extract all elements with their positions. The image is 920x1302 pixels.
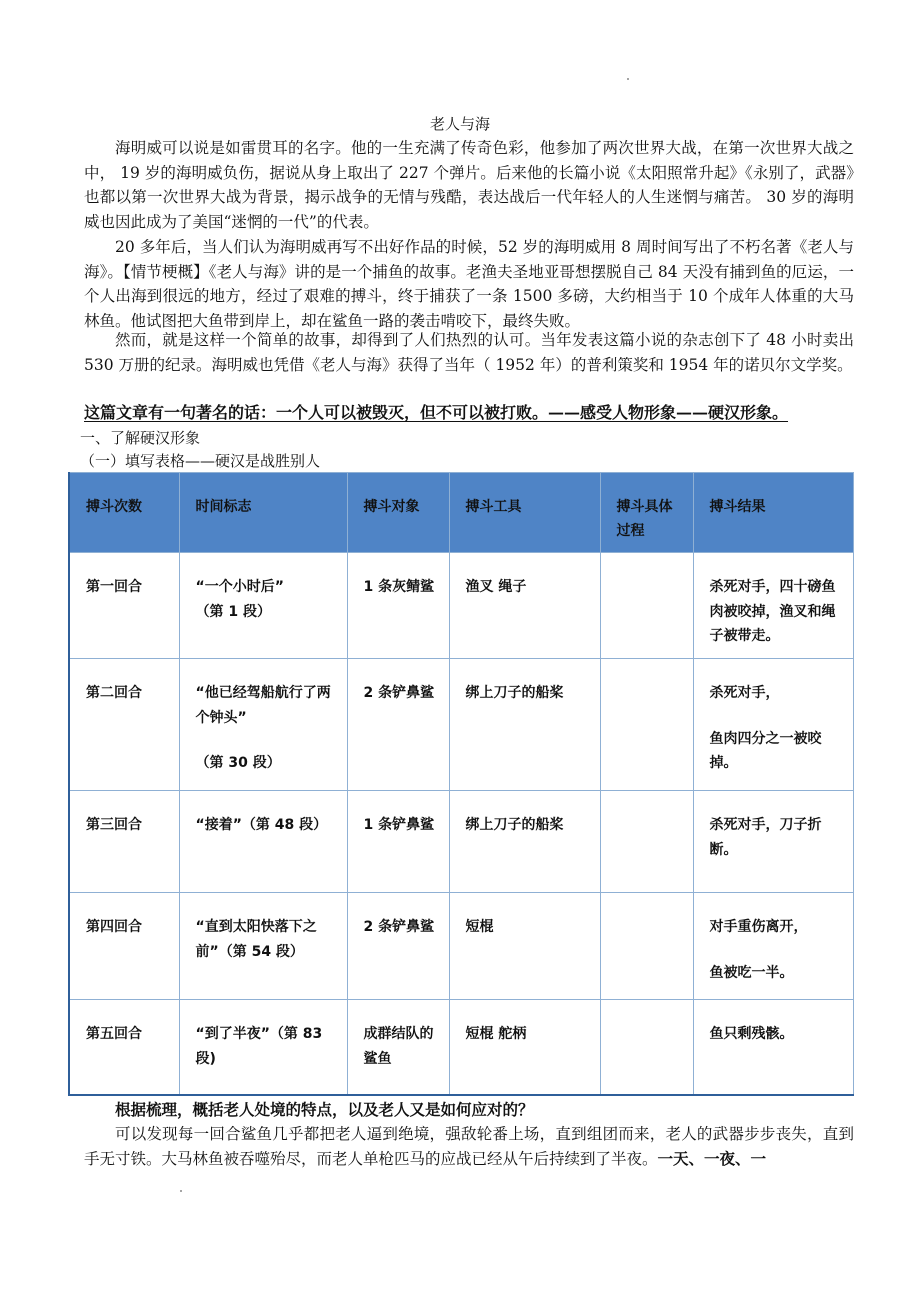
result-line: 鱼肉四分之一被咬掉。: [709, 730, 822, 771]
time-cell: [179, 553, 347, 659]
round-cell: 第五回合: [69, 1000, 179, 1095]
answer-text: 可以发现每一回合鲨鱼几乎都把老人逼到绝境，强敌轮番上场，直到组团而来，老人的武器步步丧失，直到手无寸铁。大马林鱼被吞噬殆尽，而老人单枪匹马的应战已经从午后持续到了半夜。: [84, 1125, 854, 1168]
time-cell: [179, 893, 347, 1000]
header-cell: 搏斗对象: [347, 473, 449, 553]
table-row: [69, 553, 853, 659]
fight-table: [68, 472, 854, 1096]
opponent-cell: 1 条铲鼻鲨: [347, 791, 449, 893]
result-line: 鱼只剩残骸。: [709, 1026, 794, 1042]
result-cell: [693, 553, 853, 659]
opponent-cell: 1 条灰鲭鲨: [347, 553, 449, 659]
result-line: 鱼被吃一半。: [709, 964, 794, 981]
bottom-dot: [180, 1190, 182, 1192]
table-row: [69, 791, 853, 893]
time-line: “一个小时后”: [195, 579, 284, 595]
result-line: 对手重伤离开，: [709, 919, 808, 935]
result-cell: [693, 791, 853, 893]
round-cell: 第三回合: [69, 791, 179, 893]
round-cell: 第二回合: [69, 659, 179, 791]
result-cell: [693, 659, 853, 791]
round-cell: 第一回合: [69, 553, 179, 659]
time-line: （第 1 段）: [195, 603, 271, 620]
table-row: [69, 659, 853, 791]
tool-cell: 渔叉 绳子: [449, 553, 600, 659]
process-cell[interactable]: [600, 659, 693, 791]
answer-bold-tail: 一天、一夜、一: [657, 1148, 767, 1168]
opponent-cell: 成群结队的鲨鱼: [347, 1000, 449, 1095]
answer-paragraph: [84, 1122, 854, 1171]
question: 根据梳理，概括老人处境的特点，以及老人又是如何应对的？: [115, 1100, 534, 1119]
process-cell[interactable]: [600, 553, 693, 659]
time-line: “他已经驾船航行了两个钟头”: [195, 685, 331, 726]
result-cell: [693, 1000, 853, 1095]
time-line: “到了半夜”（第 83 段): [195, 1026, 323, 1067]
process-cell[interactable]: [600, 791, 693, 893]
time-cell: [179, 659, 347, 791]
section-heading: 一、了解硬汉形象: [80, 429, 201, 447]
table-row: [69, 1000, 853, 1095]
table-row: [69, 893, 853, 1000]
intro-paragraph-2: 20 多年后，当人们认为海明威再写不出好作品的时候，52 岁的海明威用 8 周时间写出了不朽名著《老人与海》。【情节梗概】《老人与海》讲的是一个捕鱼的故事。老渔夫圣地亚哥想摆脱自己 84 天没有捕到鱼的厄运，一个人出海到很远的地方，经过了艰难的搏斗，终于捕获了一条 1500 多磅，大约相当于 10 个成年人体重的大马林鱼。他试图把大鱼带到岸上，却在鲨鱼一路的袭击啃咬下，最终失败。: [84, 238, 854, 330]
time-line: “直到太阳快落下之前”（第 54 段）: [195, 919, 317, 960]
time-line: （第 30 段）: [195, 755, 281, 771]
top-dot: [627, 78, 629, 80]
header-cell: 时间标志: [179, 473, 347, 553]
result-line: 杀死对手，: [709, 685, 780, 701]
tool-cell: 绑上刀子的船桨: [449, 791, 600, 893]
opponent-cell: 2 条铲鼻鲨: [347, 893, 449, 1000]
process-cell[interactable]: [600, 1000, 693, 1095]
page-title: 老人与海: [429, 115, 490, 133]
tool-cell: 绑上刀子的船桨: [449, 659, 600, 791]
famous-quote: 这篇文章有一句著名的话：一个人可以被毁灭，但不可以被打败。——感受人物形象——硬汉形象。: [84, 403, 789, 422]
time-line: “接着”（第 48 段）: [195, 817, 328, 833]
opponent-cell: 2 条铲鼻鲨: [347, 659, 449, 791]
round-cell: 第四回合: [69, 893, 179, 1000]
intro-paragraph-3: 然而，就是这样一个简单的故事，却得到了人们热烈的认可。当年发表这篇小说的杂志创下了 48 小时卖出 530 万册的纪录。海明威也凭借《老人与海》获得了当年（ 1952 年）的普利策奖和 1954 年的诺贝尔文学奖。: [84, 331, 854, 374]
table-header-row: [69, 473, 853, 553]
time-cell: [179, 1000, 347, 1095]
header-cell: 搏斗工具: [449, 473, 600, 553]
time-cell: [179, 791, 347, 893]
intro-paragraph-1: 海明威可以说是如雷贯耳的名字。他的一生充满了传奇色彩，他参加了两次世界大战，在第一次世界大战之中， 19 岁的海明威负伤，据说从身上取出了 227 个弹片。后来他的长篇小说《太阳照常升起》《永别了，武器》也都以第一次世界大战为背景，揭示战争的无情与残酷，表达战后一代年轻人的人生迷惘与痛苦。 30 岁的海明威也因此成为了美国“迷惘的一代”的代表。: [84, 139, 854, 231]
header-cell: 搏斗具体过程: [600, 473, 693, 553]
result-line: 杀死对手，四十磅鱼肉被咬掉，渔叉和绳子被带走。: [709, 579, 836, 644]
tool-cell: 短棍 舵柄: [449, 1000, 600, 1095]
header-cell: 搏斗结果: [693, 473, 853, 553]
result-line: 杀死对手，刀子折断。: [709, 817, 822, 858]
subsection-heading: （一）填写表格——硬汉是战胜别人: [80, 452, 321, 470]
process-cell[interactable]: [600, 893, 693, 1000]
header-cell: 搏斗次数: [69, 473, 179, 553]
result-cell: [693, 893, 853, 1000]
tool-cell: 短棍: [449, 893, 600, 1000]
